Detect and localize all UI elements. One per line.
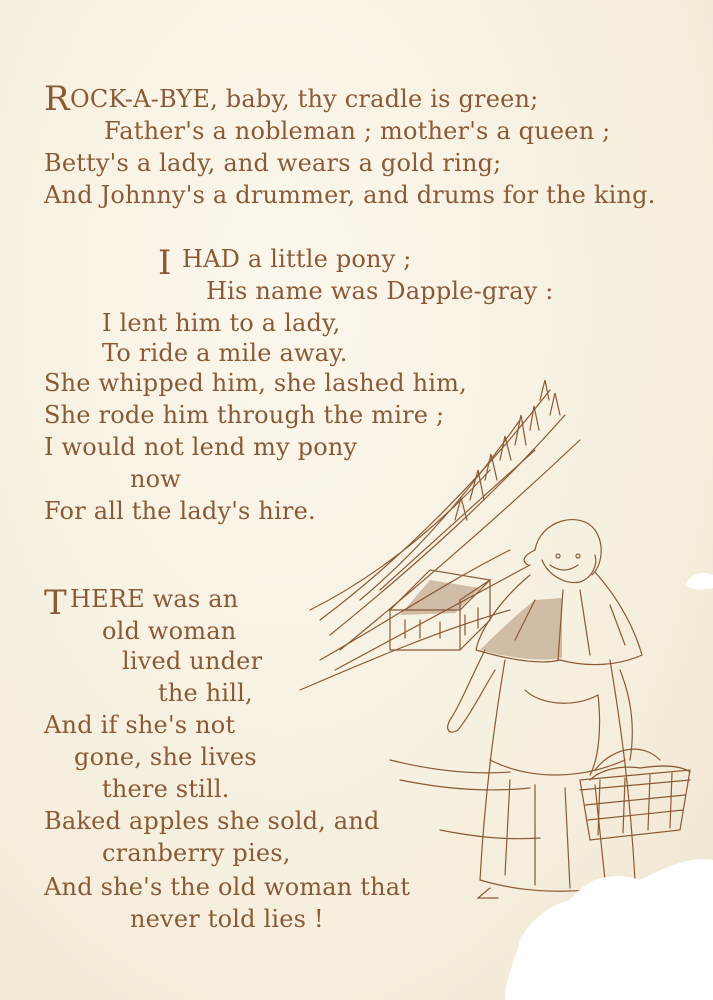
old-woman-with-basket-icon bbox=[280, 360, 713, 920]
poem-line: Father's a nobleman ; mother's a queen ; bbox=[104, 117, 611, 145]
drop-cap: T bbox=[44, 583, 67, 623]
poem-line: lived under bbox=[122, 647, 263, 675]
poem-line: His name was Dapple-gray : bbox=[206, 277, 554, 305]
poem-line: Betty's a lady, and wears a gold ring; bbox=[44, 149, 502, 177]
poem-line: OCK-A-BYE, baby, thy cradle is green; bbox=[70, 85, 539, 113]
drop-cap: I bbox=[158, 243, 172, 283]
poem-line: HERE was an bbox=[70, 585, 239, 613]
poem-line: never told lies ! bbox=[130, 905, 324, 933]
poem-line: To ride a mile away. bbox=[102, 339, 348, 367]
drop-cap: R bbox=[44, 79, 70, 119]
poem-line: She whipped him, she lashed him, bbox=[44, 369, 467, 397]
poem-line: cranberry pies, bbox=[102, 839, 291, 867]
poem-line: She rode him through the mire ; bbox=[44, 401, 445, 429]
poem-line: there still. bbox=[102, 775, 230, 803]
poem-line: I would not lend my pony bbox=[44, 433, 358, 461]
poem-line: And Johnny's a drummer, and drums for the king. bbox=[44, 181, 656, 209]
poem-line: HAD a little pony ; bbox=[182, 245, 412, 273]
poem-line: Baked apples she sold, and bbox=[44, 807, 380, 835]
poem-line: And she's the old woman that bbox=[44, 873, 411, 901]
poem-line: For all the lady's hire. bbox=[44, 497, 316, 525]
poem-line: the hill, bbox=[158, 679, 253, 707]
poem-line: old woman bbox=[102, 617, 237, 645]
poem-line: gone, she lives bbox=[74, 743, 257, 771]
poem-line: now bbox=[130, 465, 182, 493]
poem-line: And if she's not bbox=[44, 711, 236, 739]
poem-line: I lent him to a lady, bbox=[102, 309, 341, 337]
